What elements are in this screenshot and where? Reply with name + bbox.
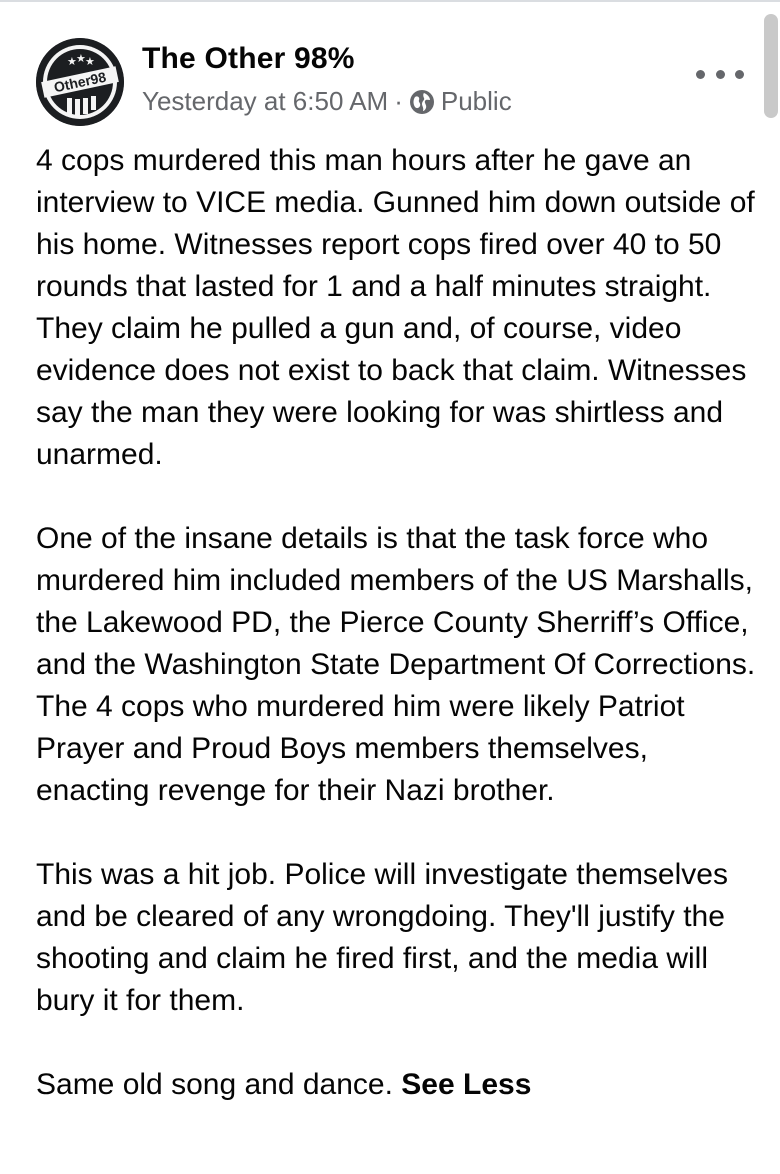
meta-separator: ·	[394, 86, 403, 116]
post-paragraph-text: Same old song and dance.	[36, 1068, 393, 1101]
svg-text:★: ★	[76, 52, 86, 65]
post-text	[36, 140, 766, 1106]
post-paragraph: This was a hit job. Police will investigate themselves and be cleared of any wrongdoing. They'll justify the shooting and claim he fired first, and the media will bury it for them.	[36, 858, 728, 1017]
post-header	[36, 38, 756, 130]
post-paragraph-last	[36, 1064, 766, 1106]
svg-text:★: ★	[85, 55, 95, 68]
globe-icon	[409, 89, 435, 115]
avatar-wordmark: Other98	[52, 68, 108, 96]
post-paragraph: One of the insane details is that the task force who murdered him included members of the US Marshalls, the Lakewood PD, the Pierce County Sherriff’s Office, and the Washington State Department Of Corrections. The 4 cops who murdered him were likely Patriot Prayer and Proud Boys members themselves, enacting revenge for their Nazi brother.	[36, 522, 756, 807]
post-timestamp[interactable]: Yesterday at 6:50 AM	[142, 86, 389, 116]
other98-logo	[36, 38, 124, 126]
post-paragraph: 4 cops murdered this man hours after he gave an interview to VICE media. Gunned him down outside of his home. Witnesses report cops fired over 40 to 50 rounds that lasted for 1 and a half minutes straight. They claim he pulled a gun and, of course, video evidence does not exist to back that claim. Witnesses say the man they were looking for was shirtless and unarmed.	[36, 144, 755, 471]
top-divider	[0, 0, 780, 2]
page-avatar[interactable]	[36, 38, 124, 126]
more-options-icon[interactable]	[696, 62, 744, 86]
svg-text:★: ★	[67, 55, 77, 68]
page-name-link[interactable]: The Other 98%	[142, 42, 355, 75]
dot	[716, 70, 725, 79]
scrollbar[interactable]	[764, 14, 778, 118]
dot	[735, 70, 744, 79]
see-less-link[interactable]: See Less	[401, 1068, 532, 1101]
dot	[696, 70, 705, 79]
audience-label: Public	[440, 86, 512, 116]
post-meta	[142, 86, 512, 117]
